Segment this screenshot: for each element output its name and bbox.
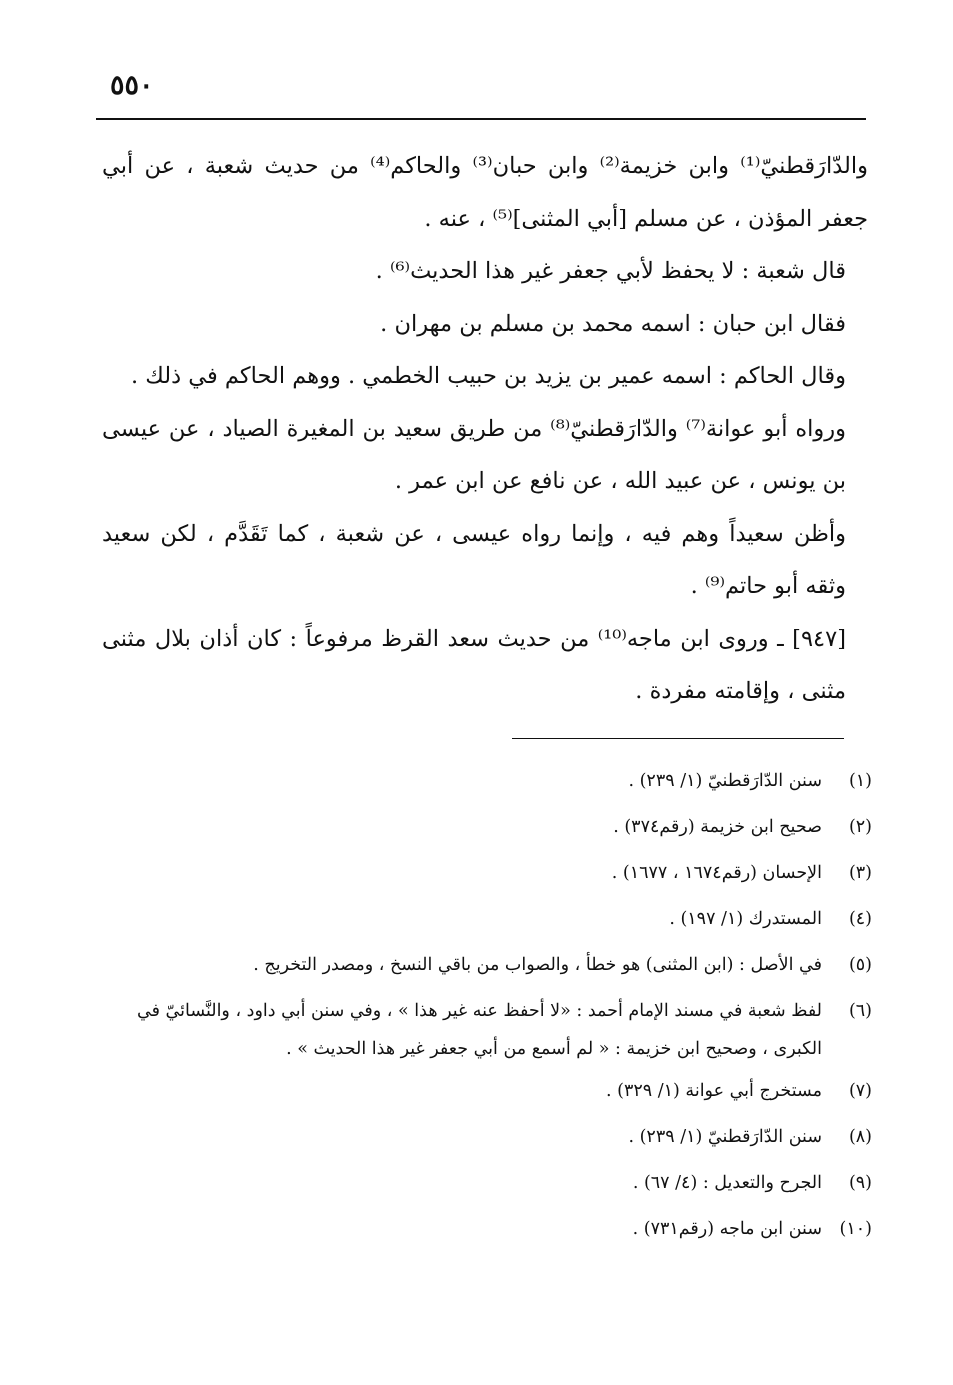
footnote-separator: [512, 738, 844, 739]
footnote-number: (١): [848, 771, 872, 791]
paragraph-4: وقال الحاكم : اسمه عمير بن يزيد بن حبيب الخطمي . ووهم الحاكم في ذلك .: [130, 363, 846, 389]
footnote-4: [102, 896, 872, 942]
paragraph-7: [٩٤٧] ـ وروى ابن ماجه⁽¹⁰⁾ من حديث سعد القرظ مرفوعاً : كان أذان بلال مثنى مثنى ، وإقامته مفردة .: [102, 625, 846, 704]
footnote-5: [102, 942, 872, 988]
main-text: [102, 140, 868, 718]
footnote-7: [102, 1068, 872, 1114]
footnote-6: [102, 988, 872, 1068]
footnote-number: (٩): [848, 1173, 872, 1193]
footnote-text: لفظ شعبة في مسند الإمام أحمد : «لا أحفظ عنه غير هذا » ، وفي سنن أبي داود ، والنَّسائيّ في الكبرى ، وصحيح ابن خزيمة : « لم أسمع من أبي جعفر غير هذا الحديث » .: [137, 1001, 822, 1059]
footnote-number: (٨): [848, 1127, 872, 1147]
footnotes: [102, 758, 872, 1252]
paragraph-5: ورواه أبو عوانة⁽⁷⁾ والدّارَقطنيّ⁽⁸⁾ من طريق سعيد بن المغيرة الصياد ، عن عيسى بن يونس ، عن عبيد الله ، عن نافع عن ابن عمر .: [102, 415, 846, 494]
footnote-text: مستخرج أبي عوانة (١/ ٣٢٩) .: [606, 1081, 822, 1101]
footnote-number: (٧): [848, 1081, 872, 1101]
paragraph-6: وأظن سعيداً وهم فيه ، وإنما رواه عيسى ، عن شعبة ، كما تَقَدَّم ، لكن سعيد وثقه أبو حاتم⁽⁹⁾ .: [102, 520, 846, 599]
footnote-text: صحيح ابن خزيمة (رقم٣٧٤) .: [613, 817, 822, 837]
footnote-text: في الأصل : (ابن المثنى) هو خطأ ، والصواب من باقي النسخ ، ومصدر التخريج .: [253, 955, 822, 975]
footnote-8: [102, 1114, 872, 1160]
footnote-text: المستدرك (١/ ١٩٧) .: [669, 909, 822, 929]
footnote-text: الإحسان (رقم١٦٧٤ ، ١٦٧٧) .: [611, 863, 822, 883]
paragraph-3: فقال ابن حبان : اسمه محمد بن مسلم بن مهران .: [380, 310, 846, 337]
footnote-number: (١٠): [839, 1219, 872, 1239]
footnote-9: [102, 1160, 872, 1206]
footnote-number: (٤): [848, 909, 872, 929]
footnote-2: [102, 804, 872, 850]
footnote-text: سنن الدّارَقطنيّ (١/ ٢٣٩) .: [628, 771, 822, 791]
footnote-text: سنن ابن ماجه (رقم٧٣١) .: [632, 1219, 822, 1239]
paragraph-2: قال شعبة : لا يحفظ لأبي جعفر غير هذا الحديث⁽⁶⁾ .: [375, 258, 846, 284]
footnote-text: الجرح والتعديل : (٤/ ٦٧) .: [632, 1173, 822, 1193]
footnote-number: (٣): [848, 863, 872, 883]
page-number: ٥٥٠: [110, 70, 154, 101]
header-rule: [96, 118, 866, 120]
footnote-number: (٢): [848, 817, 872, 837]
footnote-number: (٥): [848, 955, 872, 975]
footnote-1: [102, 758, 872, 804]
footnote-10: [102, 1206, 872, 1252]
paragraph-1: والدّارَقطنيّ⁽¹⁾ وابن خزيمة⁽²⁾ وابن حبان⁽³⁾ والحاكم⁽⁴⁾ من حديث شعبة ، عن أبي جعفر المؤذن ، عن مسلم [أبي المثنى]⁽⁵⁾ ، عنه .: [102, 153, 868, 232]
footnote-text: سنن الدّارَقطنيّ (١/ ٢٣٩) .: [628, 1127, 822, 1147]
footnote-number: (٦): [848, 1001, 872, 1021]
footnote-3: [102, 850, 872, 896]
